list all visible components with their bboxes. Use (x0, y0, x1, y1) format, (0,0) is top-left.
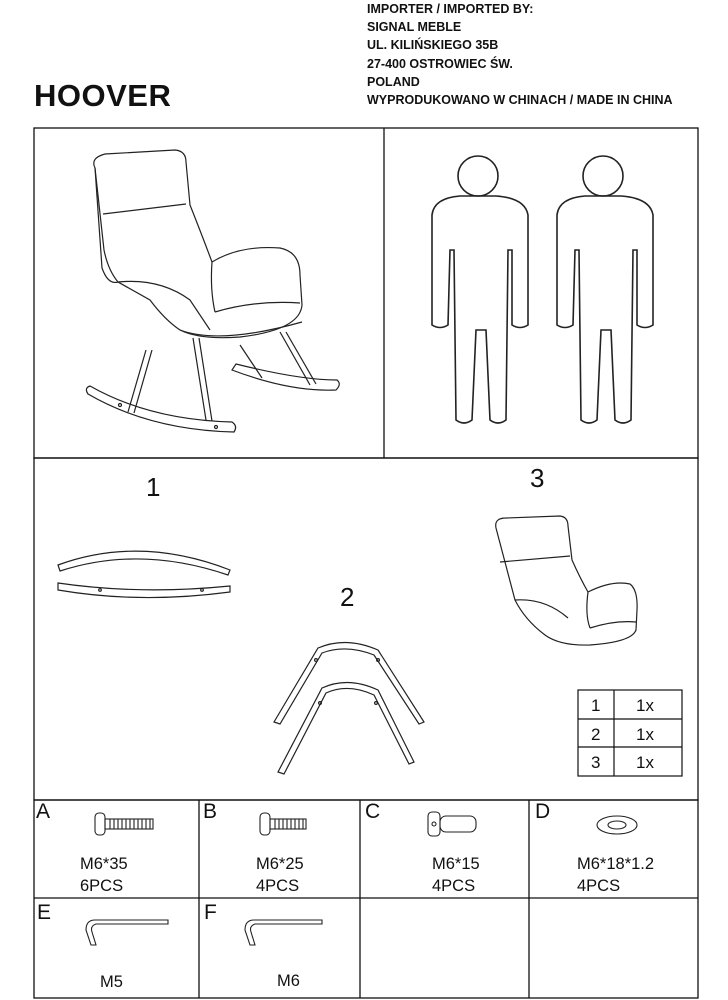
hardware-size: M6*25 (256, 855, 304, 873)
hardware-count: 4PCS (256, 877, 300, 895)
hardware-size: M6*15 (432, 855, 480, 873)
importer-line: SIGNAL MEBLE (367, 20, 462, 35)
bolt-icon (95, 813, 153, 835)
hardware-letter: B (203, 800, 218, 823)
hardware-letter: D (535, 800, 551, 823)
leg-frame-illustration (274, 642, 424, 774)
person-icon (432, 156, 528, 423)
part-number: 1 (146, 472, 161, 502)
hardware-size: M6 (277, 972, 300, 990)
hardware-letter: E (37, 901, 52, 924)
table-quantity: 1x (636, 753, 654, 772)
table-part-number: 3 (591, 753, 601, 772)
importer-line: WYPRODUKOWANO W CHINACH / MADE IN CHINA (367, 93, 673, 108)
table-quantity: 1x (636, 696, 654, 715)
washer-icon (597, 816, 637, 834)
table-quantity: 1x (636, 725, 654, 744)
part-number: 3 (530, 463, 545, 493)
two-people-icon (432, 156, 653, 423)
importer-line: POLAND (367, 74, 420, 89)
part-number: 2 (340, 582, 355, 612)
product-title: HOOVER (34, 78, 172, 113)
hardware-letter: A (36, 800, 51, 823)
seat-shell-illustration (496, 516, 637, 645)
hardware-count: 4PCS (577, 877, 621, 895)
hardware-size: M5 (100, 973, 123, 991)
hardware-count: 6PCS (80, 877, 124, 895)
bolt-icon (260, 813, 306, 835)
assembled-chair-illustration (86, 150, 339, 432)
person-icon (557, 156, 653, 423)
allen-key-icon (245, 920, 322, 945)
importer-line: 27-400 OSTROWIEC ŚW. (367, 56, 513, 71)
hardware-size: M6*35 (80, 855, 128, 873)
table-part-number: 2 (591, 725, 601, 744)
hardware-letter: C (365, 800, 381, 823)
table-part-number: 1 (591, 696, 601, 715)
hardware-grid (34, 800, 698, 998)
importer-line: UL. KILIŃSKIEGO 35B (367, 38, 499, 53)
hardware-count: 4PCS (432, 877, 476, 895)
overview-panel (34, 128, 698, 458)
hardware-letter: F (204, 901, 217, 924)
rocker-rails-illustration (58, 551, 230, 597)
importer-line: IMPORTER / IMPORTED BY: (367, 2, 534, 16)
hardware-size: M6*18*1.2 (577, 855, 655, 873)
allen-key-icon (86, 920, 168, 945)
parts-panel (34, 458, 698, 800)
barrel-nut-icon (428, 812, 476, 836)
